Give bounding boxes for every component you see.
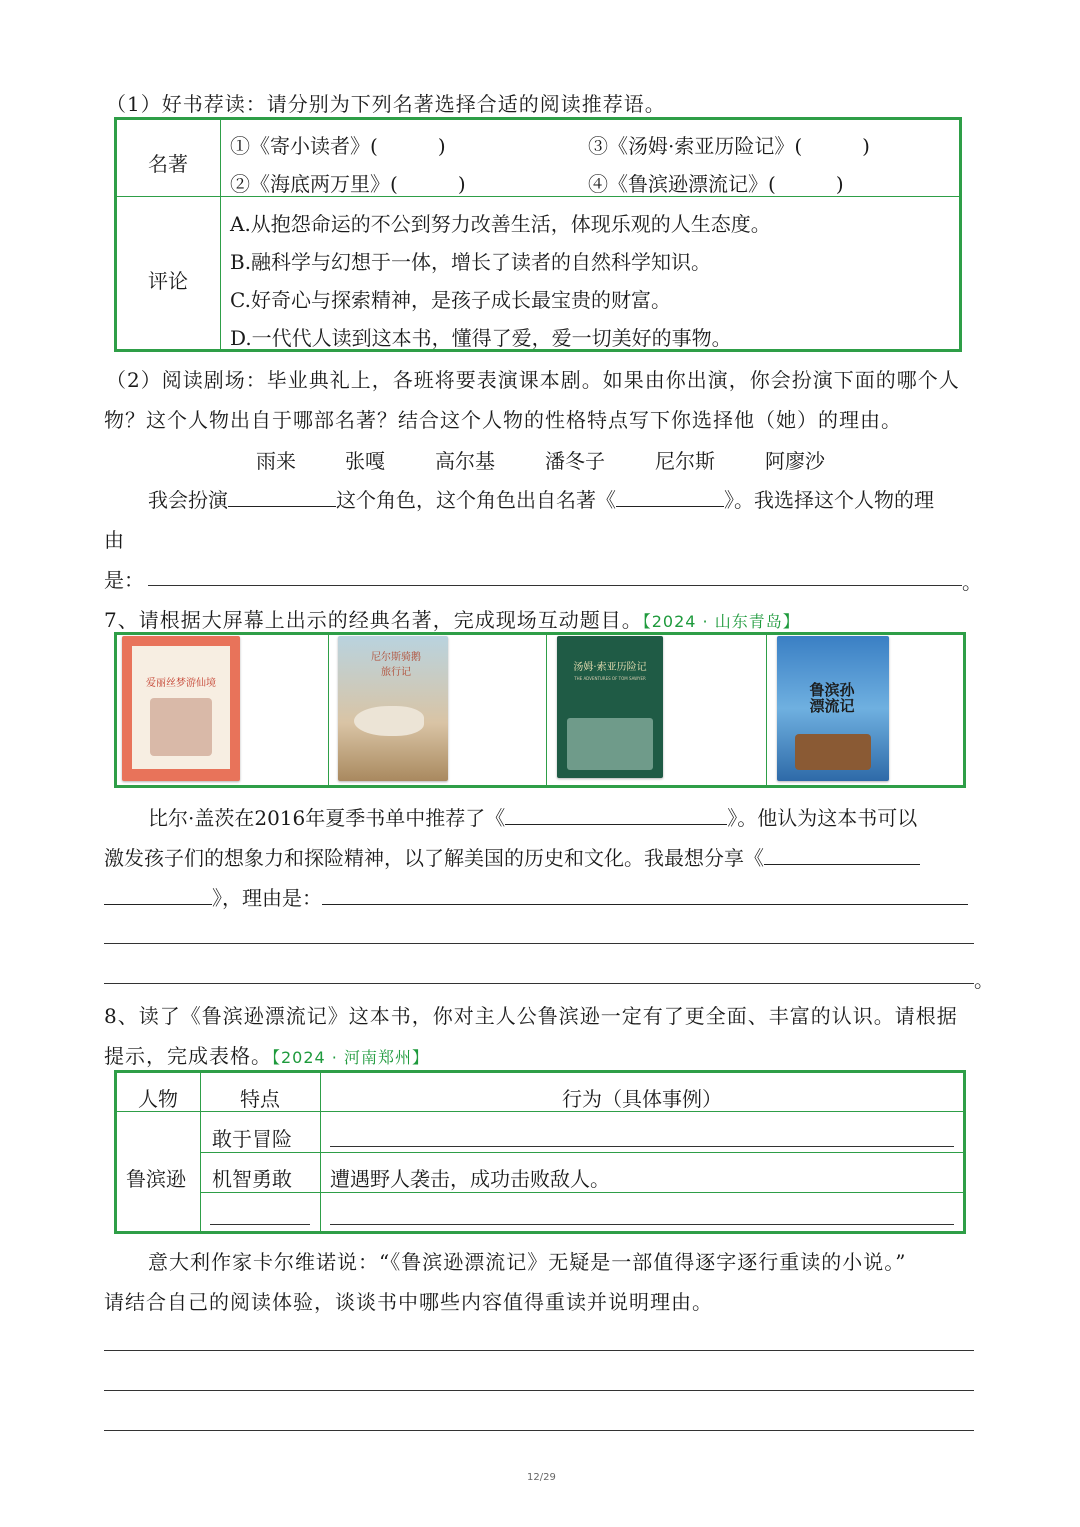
q7-answer-line-2[interactable] [104, 983, 974, 984]
table-header-trait: 特点 [240, 1087, 280, 1111]
behavior-2: 遭遇野人袭击，成功击败敌人。 [330, 1167, 610, 1191]
header-label-books: 名著 [148, 152, 188, 176]
book-cover-alice [122, 636, 240, 781]
reason-end: 。 [962, 570, 982, 594]
reason-blank[interactable] [148, 585, 962, 586]
q7-line3: 》，理由是： [104, 882, 968, 911]
table-col-rule-2 [320, 1072, 321, 1232]
q8-prompt-line1: 8、读了《鲁滨逊漂流记》这本书，你对主人公鲁滨逊一定有了更全面、丰富的认识。请根据 [104, 1004, 958, 1028]
q8-prompt-line2: 提示，完成表格。【2024 · 河南郑州】 [104, 1044, 429, 1068]
share-book-blank-cont[interactable] [104, 886, 212, 905]
cover-divider-2 [546, 634, 547, 786]
share-book-blank[interactable] [764, 846, 920, 865]
cover-title-alice: 爱丽丝梦游仙境 [146, 678, 216, 689]
book-item-3: ③《汤姆·索亚历险记》( ) [588, 134, 870, 158]
book-cover-robinson [777, 636, 889, 781]
role-blank[interactable] [228, 488, 336, 507]
character-2: 张嘎 [345, 449, 385, 473]
part2-prompt-line2: 物？这个人物出自于哪部名著？结合这个人物的性格特点写下你选择他（她）的理由。 [104, 408, 902, 432]
table-col-rule-1 [200, 1072, 201, 1232]
cover-divider-1 [328, 634, 329, 786]
q7-line1: 比尔·盖茨在2016年夏季书单中推荐了《 》。他认为这本书可以 [148, 806, 918, 830]
book-item-1: ①《寄小读者》( ) [230, 134, 446, 158]
q8-para-line2: 请结合自己的阅读体验，谈谈书中哪些内容值得重读并说明理由。 [104, 1290, 713, 1314]
comment-d: D.一代代人读到这本书，懂得了爱，爱一切美好的事物。 [230, 326, 732, 350]
part2-prompt-line1: （2）阅读剧场：毕业典礼上，各班将要表演课本剧。如果由你出演，你会扮演下面的哪个人 [106, 368, 960, 392]
behavior-1-blank[interactable] [330, 1146, 954, 1147]
comment-a: A.从抱怨命运的不公到努力改善生活，体现乐观的人生态度。 [230, 212, 771, 236]
character-6: 阿廖沙 [765, 449, 825, 473]
book-blank[interactable] [616, 488, 724, 507]
trait-2: 机智勇敢 [212, 1167, 292, 1191]
page-number: 12/29 [527, 1472, 556, 1483]
q8-answer-line-2[interactable] [104, 1390, 974, 1391]
comment-c: C.好奇心与探索精神，是孩子成长最宝贵的财富。 [230, 288, 671, 312]
q7-answer-line-1[interactable] [104, 943, 974, 944]
table-header-behavior: 行为（具体事例） [562, 1087, 722, 1111]
character-3: 高尔基 [435, 449, 495, 473]
q7-reason-blank[interactable] [322, 886, 968, 905]
table-person: 鲁滨逊 [126, 1167, 186, 1191]
cover-title-tom: 汤姆·索亚历险记 [573, 662, 647, 673]
cover-divider-3 [766, 634, 767, 786]
cover-title-nils: 尼尔斯骑鹅旅行记 [371, 652, 421, 678]
q8-answer-line-3[interactable] [104, 1430, 974, 1431]
q7-end-mark: 。 [974, 968, 994, 992]
part2-answer-line: 我会扮演 这个角色，这个角色出自名著《 》。我选择这个人物的理 [148, 488, 934, 512]
cover-subtitle-tom: THE ADVENTURES OF TOM SAWYER [574, 676, 646, 681]
character-1: 雨来 [256, 449, 296, 473]
q8-answer-line-1[interactable] [104, 1350, 974, 1351]
book-item-4: ④《鲁滨逊漂流记》( ) [588, 172, 844, 196]
q7-prompt: 7、请根据大屏幕上出示的经典名著，完成现场互动题目。【2024 · 山东青岛】 [104, 608, 800, 632]
q7-line2: 激发孩子们的想象力和探险精神，以了解美国的历史和文化。我最想分享《 [104, 842, 920, 871]
q8-para-line1: 意大利作家卡尔维诺说：“《鲁滨逊漂流记》无疑是一部值得逐字逐行重读的小说。” [148, 1250, 907, 1274]
part2-answer-cont: 由 [104, 528, 124, 552]
header-label-comments: 评论 [148, 269, 188, 293]
table-row-rule-2 [200, 1192, 964, 1193]
trait-3-blank[interactable] [210, 1224, 310, 1225]
book-item-2: ②《海底两万里》( ) [230, 172, 466, 196]
cover-title-robinson: 鲁滨孙漂流记 [809, 681, 855, 715]
part1-prompt: （1）好书荐读：请分别为下列名著选择合适的阅读推荐语。 [106, 92, 666, 116]
recommended-book-blank[interactable] [505, 806, 727, 825]
comment-b: B.融科学与幻想于一体，增长了读者的自然科学知识。 [230, 250, 712, 274]
table-header-person: 人物 [138, 1087, 178, 1111]
book-cover-tom [557, 636, 663, 778]
table-divider-vertical [220, 119, 221, 350]
part2-reason-label: 是： [104, 568, 144, 592]
character-4: 潘冬子 [545, 449, 605, 473]
trait-1: 敢于冒险 [212, 1127, 292, 1151]
book-cover-nils [338, 636, 448, 781]
table-row-rule-1 [200, 1152, 964, 1153]
behavior-3-blank[interactable] [330, 1224, 954, 1225]
character-5: 尼尔斯 [655, 449, 715, 473]
